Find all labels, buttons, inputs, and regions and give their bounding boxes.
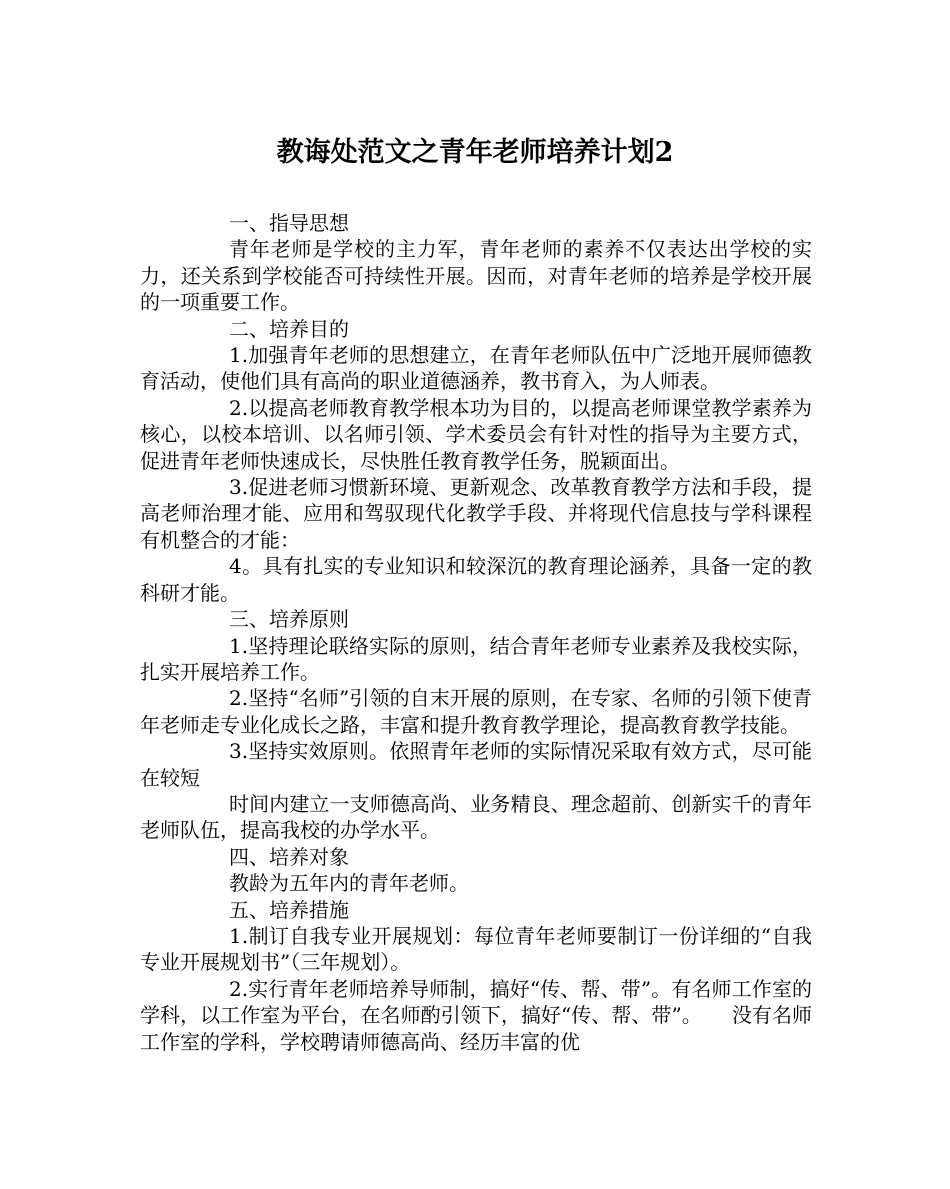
section-heading-training-targets: 四、培养对象	[229, 844, 349, 869]
paragraph: 3.促进老师习惯新环境、更新观念、改革教育教学方法和手段，提高老师治理才能、应用和驾驭现代化教学手段、并将现代信息技与学科课程有机整合的才能：	[140, 475, 812, 552]
section-heading-training-goals: 二、培养目的	[229, 316, 349, 341]
document-title: 教诲处范文之青年老师培养计划2	[276, 137, 674, 168]
paragraph: 时间内建立一支师德高尚、业务精良、理念超前、创新实千的青年老师队伍，提高我校的办学水平。	[140, 791, 812, 843]
paragraph: 2.以提高老师教育教学根本功为目的，以提高老师课堂教学素养为核心，以校本培训、以名师引领、学术委员会有针对性的指导为主要方式，促进青年老师快速成长，尽快胜任教育教学任务，脱颖面出。	[140, 395, 812, 473]
section-heading-training-principles: 三、培养原则	[229, 607, 349, 632]
paragraph: 1.制订自我专业开展规划：每位青年老师要制订一份详细的“自我专业开展规划书”（三年规划）。	[140, 923, 812, 975]
document-body	[140, 210, 812, 1055]
paragraph: 2.实行青年老师培养导师制，搞好“传、帮、带”。有名师工作室的学科，以工作室为平台，在名师酌引领下，搞好“传、帮、带”。 没有名师工作室的学科，学校聘请师德高尚、经历丰富的优	[140, 976, 812, 1054]
paragraph: 3.坚持实效原则。依照青年老师的实际情况采取有效方式，尽可能在较短	[140, 739, 812, 790]
section-heading-guiding-thought: 一、指导思想	[229, 211, 349, 235]
paragraph: 教龄为五年内的青年老师。	[229, 871, 469, 896]
paragraph: 青年老师是学校的主力军，青年老师的素养不仅表达出学校的实力，还关系到学校能否可持续性开展。因而，对青年老师的培养是学校开展的一项重要工作。	[140, 237, 812, 315]
paragraph: 2.坚持“名师”引领的自末开展的原则，在专家、名师的引领下使青年老师走专业化成长之路，丰富和提升教育教学理论，提高教育教学技能。	[140, 686, 812, 737]
paragraph: 1.加强青年老师的思想建立，在青年老师队伍中广泛地开展师德教育活动，使他们具有高尚的职业道德涵养，教书育入，为人师表。	[140, 343, 812, 394]
section-heading-training-measures: 五、培养措施	[229, 897, 349, 922]
paragraph: 4。具有扎实的专业知识和较深沉的教育理论涵养，具备一定的教科研才能。	[140, 554, 812, 605]
paragraph: 1.坚持理论联络实际的原则，结合青年老师专业素养及我校实际，扎实开展培养工作。	[140, 633, 812, 684]
